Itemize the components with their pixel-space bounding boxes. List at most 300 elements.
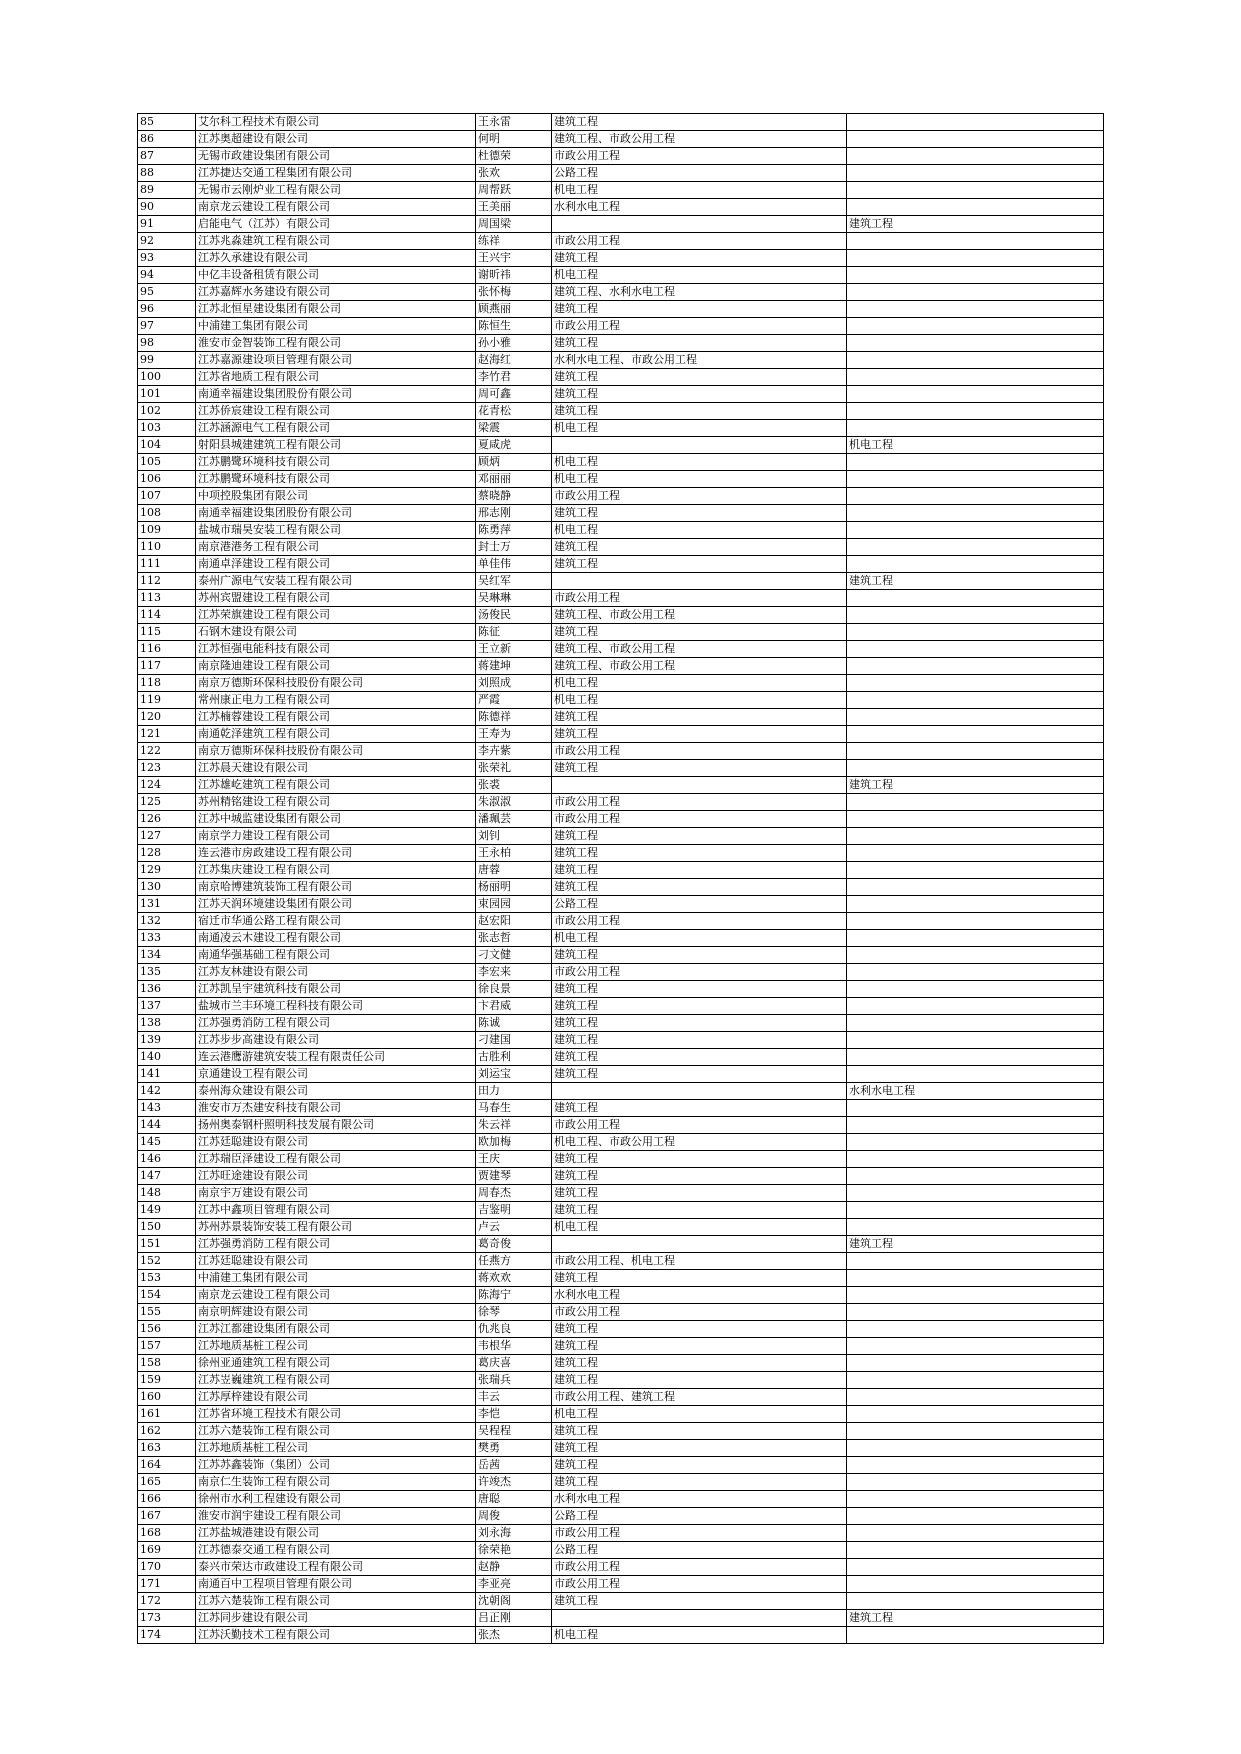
person-name-cell: 李恺 [476,1406,552,1423]
company-name-cell: 无锡市政建设集团有限公司 [196,148,476,165]
specialty-cell: 市政公用工程 [552,318,847,335]
row-number-cell: 126 [138,811,196,828]
row-number-cell: 147 [138,1168,196,1185]
person-name-cell: 杨丽明 [476,879,552,896]
specialty-cell: 建筑工程、市政公用工程 [552,131,847,148]
specialty-alt-cell [847,1321,1104,1338]
company-name-cell: 泰州广源电气安装工程有限公司 [196,573,476,590]
company-name-cell: 江苏地质基桩工程公司 [196,1338,476,1355]
specialty-cell: 建筑工程 [552,947,847,964]
table-row [138,1185,1104,1202]
row-number-cell: 118 [138,675,196,692]
specialty-cell: 建筑工程 [552,1032,847,1049]
person-name-cell: 王立新 [476,641,552,658]
specialty-alt-cell [847,488,1104,505]
specialty-alt-cell [847,1270,1104,1287]
specialty-cell: 机电工程 [552,1627,847,1644]
company-name-cell: 江苏兆淼建筑工程有限公司 [196,233,476,250]
company-name-cell: 江苏恒强电能科技有限公司 [196,641,476,658]
person-name-cell: 张瑞兵 [476,1372,552,1389]
specialty-cell: 建筑工程 [552,1100,847,1117]
company-name-cell: 南京明辉建设有限公司 [196,1304,476,1321]
company-name-cell: 徐州市水利工程建设有限公司 [196,1491,476,1508]
row-number-cell: 152 [138,1253,196,1270]
company-name-cell: 江苏厚梓建设有限公司 [196,1389,476,1406]
specialty-cell: 市政公用工程、建筑工程 [552,1389,847,1406]
specialty-alt-cell [847,335,1104,352]
specialty-alt-cell [847,1287,1104,1304]
table-row [138,930,1104,947]
row-number-cell: 109 [138,522,196,539]
company-name-cell: 南通凌云木建设工程有限公司 [196,930,476,947]
row-number-cell: 133 [138,930,196,947]
specialty-cell: 市政公用工程 [552,964,847,981]
table-row [138,284,1104,301]
table-row [138,250,1104,267]
specialty-alt-cell [847,658,1104,675]
table-row [138,1117,1104,1134]
person-name-cell: 吴琳琳 [476,590,552,607]
row-number-cell: 122 [138,743,196,760]
specialty-cell: 建筑工程 [552,1457,847,1474]
company-name-cell: 南京龙云建设工程有限公司 [196,1287,476,1304]
table-row [138,1372,1104,1389]
specialty-alt-cell [847,828,1104,845]
row-number-cell: 124 [138,777,196,794]
table-body [138,114,1104,1644]
specialty-cell: 水利水电工程、市政公用工程 [552,352,847,369]
company-name-cell: 江苏久承建设有限公司 [196,250,476,267]
specialty-alt-cell [847,1389,1104,1406]
person-name-cell: 严霞 [476,692,552,709]
company-name-cell: 江苏中鑫项目管理有限公司 [196,1202,476,1219]
person-name-cell: 赵宏阳 [476,913,552,930]
table-row [138,301,1104,318]
specialty-cell: 建筑工程 [552,760,847,777]
company-name-cell: 江苏岦巍建筑工程有限公司 [196,1372,476,1389]
specialty-alt-cell [847,1559,1104,1576]
person-name-cell: 刘永海 [476,1525,552,1542]
specialty-alt-cell [847,1338,1104,1355]
company-name-cell: 中浦建工集团有限公司 [196,318,476,335]
table-row [138,1100,1104,1117]
company-name-cell: 江苏步步高建设有限公司 [196,1032,476,1049]
specialty-cell: 建筑工程 [552,386,847,403]
row-number-cell: 163 [138,1440,196,1457]
specialty-alt-cell: 机电工程 [847,437,1104,454]
table-row [138,420,1104,437]
specialty-cell: 建筑工程 [552,998,847,1015]
table-row [138,573,1104,590]
specialty-cell: 建筑工程 [552,862,847,879]
table-row [138,709,1104,726]
specialty-cell: 建筑工程 [552,1423,847,1440]
table-row [138,1083,1104,1100]
row-number-cell: 132 [138,913,196,930]
row-number-cell: 94 [138,267,196,284]
company-name-cell: 中项控股集团有限公司 [196,488,476,505]
person-name-cell: 仇兆良 [476,1321,552,1338]
company-name-cell: 江苏楠蓉建设工程有限公司 [196,709,476,726]
person-name-cell: 任燕方 [476,1253,552,1270]
row-number-cell: 171 [138,1576,196,1593]
row-number-cell: 114 [138,607,196,624]
table-row [138,1610,1104,1627]
table-row [138,233,1104,250]
row-number-cell: 154 [138,1287,196,1304]
specialty-cell: 公路工程 [552,1508,847,1525]
row-number-cell: 158 [138,1355,196,1372]
specialty-cell: 市政公用工程 [552,1559,847,1576]
person-name-cell: 田力 [476,1083,552,1100]
table-row [138,471,1104,488]
person-name-cell: 刘运宝 [476,1066,552,1083]
person-name-cell: 欧加梅 [476,1134,552,1151]
table-row [138,1406,1104,1423]
table-row [138,318,1104,335]
row-number-cell: 91 [138,216,196,233]
specialty-alt-cell [847,1100,1104,1117]
specialty-cell: 建筑工程 [552,1168,847,1185]
row-number-cell: 106 [138,471,196,488]
person-name-cell: 梁震 [476,420,552,437]
specialty-alt-cell [847,607,1104,624]
specialty-alt-cell: 建筑工程 [847,1610,1104,1627]
company-name-cell: 盐城市兰丰环境工程科技有限公司 [196,998,476,1015]
row-number-cell: 116 [138,641,196,658]
table-row [138,828,1104,845]
person-name-cell: 刘钊 [476,828,552,845]
specialty-cell: 公路工程 [552,165,847,182]
row-number-cell: 135 [138,964,196,981]
specialty-alt-cell [847,1542,1104,1559]
person-name-cell: 吉鉴明 [476,1202,552,1219]
row-number-cell: 150 [138,1219,196,1236]
specialty-alt-cell [847,1304,1104,1321]
company-name-cell: 江苏北恒星建设集团有限公司 [196,301,476,318]
company-name-cell: 江苏捷达交通工程集团有限公司 [196,165,476,182]
table-row [138,811,1104,828]
specialty-alt-cell [847,1049,1104,1066]
row-number-cell: 149 [138,1202,196,1219]
row-number-cell: 123 [138,760,196,777]
table-row [138,505,1104,522]
table-row [138,947,1104,964]
specialty-cell [552,1236,847,1253]
table-row [138,1542,1104,1559]
person-name-cell: 蔡晓静 [476,488,552,505]
row-number-cell: 172 [138,1593,196,1610]
specialty-cell: 建筑工程 [552,1270,847,1287]
person-name-cell: 花青松 [476,403,552,420]
company-name-cell: 江苏天润环境建设集团有限公司 [196,896,476,913]
table-row [138,1253,1104,1270]
row-number-cell: 168 [138,1525,196,1542]
company-name-cell: 江苏集庆建设工程有限公司 [196,862,476,879]
specialty-alt-cell [847,913,1104,930]
specialty-cell: 建筑工程、市政公用工程 [552,641,847,658]
company-name-cell: 启能电气（江苏）有限公司 [196,216,476,233]
table-row [138,590,1104,607]
company-name-cell: 江苏鹏鹭环境科技有限公司 [196,454,476,471]
specialty-alt-cell [847,199,1104,216]
specialty-cell: 公路工程 [552,1542,847,1559]
company-name-cell: 江苏鹏鹭环境科技有限公司 [196,471,476,488]
specialty-cell: 水利水电工程 [552,199,847,216]
specialty-alt-cell [847,1525,1104,1542]
specialty-cell [552,1610,847,1627]
row-number-cell: 110 [138,539,196,556]
specialty-cell: 机电工程 [552,454,847,471]
specialty-alt-cell [847,1508,1104,1525]
person-name-cell: 卞君威 [476,998,552,1015]
table-row [138,488,1104,505]
specialty-alt-cell [847,233,1104,250]
specialty-alt-cell [847,165,1104,182]
person-name-cell: 刁建国 [476,1032,552,1049]
row-number-cell: 96 [138,301,196,318]
row-number-cell: 165 [138,1474,196,1491]
company-name-cell: 南京哈博建筑装饰工程有限公司 [196,879,476,896]
specialty-cell: 建筑工程 [552,556,847,573]
row-number-cell: 95 [138,284,196,301]
specialty-cell: 市政公用工程 [552,488,847,505]
person-name-cell: 张怀梅 [476,284,552,301]
table-row [138,522,1104,539]
company-name-cell: 艾尔科工程技术有限公司 [196,114,476,131]
person-name-cell: 樊勇 [476,1440,552,1457]
specialty-cell: 市政公用工程 [552,233,847,250]
company-name-cell: 徐州亚通建筑工程有限公司 [196,1355,476,1372]
person-name-cell: 王永雷 [476,114,552,131]
specialty-cell: 机电工程 [552,267,847,284]
row-number-cell: 111 [138,556,196,573]
specialty-alt-cell [847,998,1104,1015]
person-name-cell: 张欢 [476,165,552,182]
table-row [138,1151,1104,1168]
company-name-cell: 苏州苏景装饰安装工程有限公司 [196,1219,476,1236]
specialty-cell [552,777,847,794]
specialty-cell: 市政公用工程 [552,590,847,607]
table-row [138,1576,1104,1593]
table-row [138,1270,1104,1287]
specialty-cell: 市政公用工程 [552,794,847,811]
company-name-cell: 江苏奥超建设有限公司 [196,131,476,148]
table-row [138,369,1104,386]
table-row [138,675,1104,692]
person-name-cell: 许竣杰 [476,1474,552,1491]
company-name-cell: 连云港鹰游建筑安装工程有限责任公司 [196,1049,476,1066]
specialty-alt-cell [847,471,1104,488]
specialty-alt-cell [847,1491,1104,1508]
company-name-cell: 江苏晨天建设有限公司 [196,760,476,777]
specialty-cell: 水利水电工程 [552,1287,847,1304]
company-name-cell: 南通乾泽建筑工程有限公司 [196,726,476,743]
person-name-cell: 夏咸虎 [476,437,552,454]
specialty-cell: 机电工程、市政公用工程 [552,1134,847,1151]
specialty-alt-cell [847,862,1104,879]
specialty-alt-cell [847,981,1104,998]
person-name-cell: 周帮跃 [476,182,552,199]
row-number-cell: 104 [138,437,196,454]
person-name-cell: 朱淑淑 [476,794,552,811]
table-row [138,556,1104,573]
specialty-cell: 建筑工程 [552,1015,847,1032]
specialty-cell: 建筑工程 [552,1321,847,1338]
company-name-cell: 江苏同步建设有限公司 [196,1610,476,1627]
specialty-alt-cell [847,709,1104,726]
specialty-alt-cell [847,556,1104,573]
person-name-cell: 吴红军 [476,573,552,590]
person-name-cell: 杜德荣 [476,148,552,165]
person-name-cell: 朱云祥 [476,1117,552,1134]
specialty-cell: 市政公用工程 [552,1525,847,1542]
row-number-cell: 134 [138,947,196,964]
company-name-cell: 江苏荣旗建设工程有限公司 [196,607,476,624]
row-number-cell: 86 [138,131,196,148]
company-name-cell: 南京学力建设工程有限公司 [196,828,476,845]
specialty-cell: 建筑工程 [552,1372,847,1389]
row-number-cell: 144 [138,1117,196,1134]
specialty-alt-cell [847,267,1104,284]
company-name-cell: 江苏中城监建设集团有限公司 [196,811,476,828]
table-row [138,1627,1104,1644]
table-row [138,1389,1104,1406]
specialty-cell: 市政公用工程 [552,743,847,760]
row-number-cell: 170 [138,1559,196,1576]
table-row [138,1423,1104,1440]
specialty-alt-cell [847,1457,1104,1474]
specialty-alt-cell [847,522,1104,539]
row-number-cell: 90 [138,199,196,216]
specialty-cell: 建筑工程 [552,301,847,318]
company-name-cell: 石钢木建设有限公司 [196,624,476,641]
specialty-cell: 机电工程 [552,522,847,539]
company-name-cell: 江苏廷聪建设有限公司 [196,1134,476,1151]
specialty-cell: 市政公用工程 [552,1117,847,1134]
person-name-cell: 卢云 [476,1219,552,1236]
row-number-cell: 166 [138,1491,196,1508]
person-name-cell: 岳茜 [476,1457,552,1474]
specialty-cell: 建筑工程 [552,1202,847,1219]
company-name-cell: 淮安市金智装饰工程有限公司 [196,335,476,352]
row-number-cell: 130 [138,879,196,896]
row-number-cell: 97 [138,318,196,335]
company-name-cell: 常州康正电力工程有限公司 [196,692,476,709]
specialty-alt-cell [847,284,1104,301]
specialty-alt-cell [847,114,1104,131]
person-name-cell: 汤俊民 [476,607,552,624]
company-name-cell: 江苏旺途建设有限公司 [196,1168,476,1185]
specialty-alt-cell [847,1168,1104,1185]
company-name-cell: 淮安市润宇建设工程有限公司 [196,1508,476,1525]
company-name-cell: 江苏廷聪建设有限公司 [196,1253,476,1270]
person-name-cell: 顾燕丽 [476,301,552,318]
specialty-cell: 建筑工程 [552,1066,847,1083]
table-row [138,1236,1104,1253]
company-name-cell: 江苏地质基桩工程公司 [196,1440,476,1457]
specialty-alt-cell: 建筑工程 [847,777,1104,794]
specialty-alt-cell: 水利水电工程 [847,1083,1104,1100]
specialty-cell: 建筑工程 [552,1185,847,1202]
specialty-alt-cell [847,1202,1104,1219]
company-name-cell: 江苏六楚装饰工程有限公司 [196,1593,476,1610]
table-row [138,1355,1104,1372]
company-name-cell: 江苏省地质工程有限公司 [196,369,476,386]
row-number-cell: 119 [138,692,196,709]
specialty-cell: 建筑工程、水利水电工程 [552,284,847,301]
company-name-cell: 江苏强勇消防工程有限公司 [196,1015,476,1032]
person-name-cell: 顾炳 [476,454,552,471]
specialty-alt-cell [847,794,1104,811]
specialty-cell: 建筑工程 [552,1355,847,1372]
company-name-cell: 江苏侨宸建设工程有限公司 [196,403,476,420]
row-number-cell: 162 [138,1423,196,1440]
row-number-cell: 105 [138,454,196,471]
company-name-cell: 江苏省环境工程技术有限公司 [196,1406,476,1423]
specialty-alt-cell [847,1253,1104,1270]
specialty-alt-cell [847,760,1104,777]
specialty-alt-cell [847,1440,1104,1457]
person-name-cell: 周春杰 [476,1185,552,1202]
row-number-cell: 156 [138,1321,196,1338]
specialty-cell [552,1083,847,1100]
row-number-cell: 129 [138,862,196,879]
specialty-alt-cell [847,1185,1104,1202]
row-number-cell: 125 [138,794,196,811]
person-name-cell: 张志哲 [476,930,552,947]
table-row [138,726,1104,743]
table-row [138,964,1104,981]
company-name-cell: 淮安市万杰建安科技有限公司 [196,1100,476,1117]
specialty-cell: 建筑工程 [552,335,847,352]
specialty-alt-cell [847,1066,1104,1083]
row-number-cell: 112 [138,573,196,590]
company-name-cell: 江苏六楚装饰工程有限公司 [196,1423,476,1440]
specialty-alt-cell [847,420,1104,437]
table-row [138,386,1104,403]
specialty-alt-cell [847,1219,1104,1236]
specialty-cell: 建筑工程 [552,845,847,862]
person-name-cell: 王寿为 [476,726,552,743]
specialty-alt-cell [847,1032,1104,1049]
person-name-cell: 单佳伟 [476,556,552,573]
person-name-cell: 李宏来 [476,964,552,981]
table-row [138,1168,1104,1185]
specialty-alt-cell [847,352,1104,369]
table-row [138,148,1104,165]
row-number-cell: 120 [138,709,196,726]
table-row [138,981,1104,998]
company-name-cell: 江苏雄屹建筑工程有限公司 [196,777,476,794]
specialty-alt-cell [847,726,1104,743]
row-number-cell: 101 [138,386,196,403]
person-name-cell: 练祥 [476,233,552,250]
specialty-alt-cell [847,947,1104,964]
registration-table [137,113,1104,1644]
person-name-cell: 周国梁 [476,216,552,233]
person-name-cell: 刘照成 [476,675,552,692]
row-number-cell: 121 [138,726,196,743]
table-row [138,1491,1104,1508]
specialty-cell: 市政公用工程、机电工程 [552,1253,847,1270]
table-row [138,743,1104,760]
company-name-cell: 江苏苏鑫装饰（集团）公司 [196,1457,476,1474]
specialty-alt-cell [847,692,1104,709]
specialty-cell: 建筑工程 [552,1151,847,1168]
company-name-cell: 江苏友林建设有限公司 [196,964,476,981]
table-row [138,913,1104,930]
